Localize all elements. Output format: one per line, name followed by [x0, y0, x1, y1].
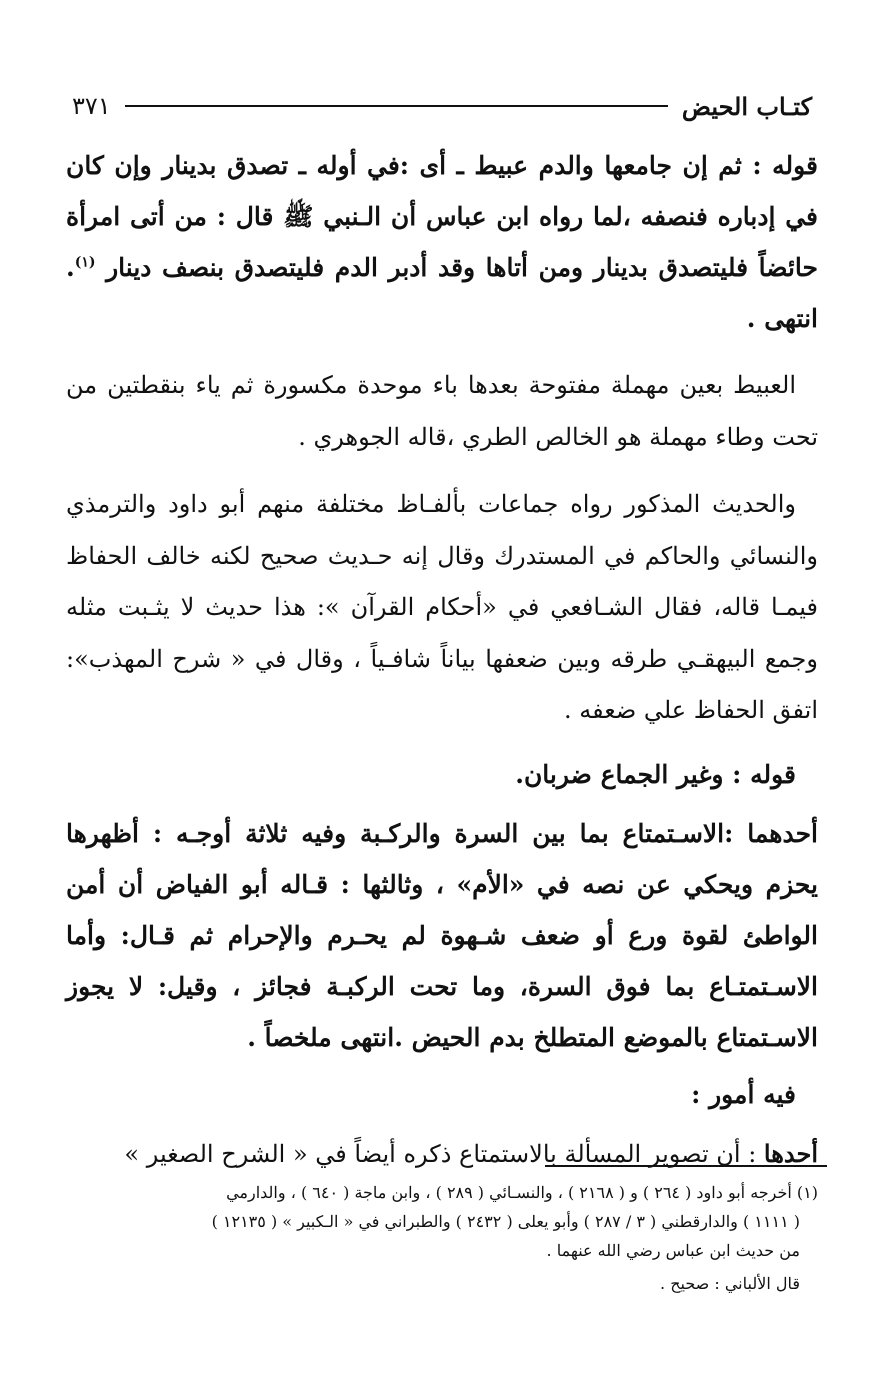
- lead-word: أحدها: [763, 1138, 818, 1168]
- paragraph-text: والحديث المذكور رواه جماعات بألفـاظ مختلفة منهم أبو داود والترمذي والنسائي والحاكم في المستدرك وقال إنه حـديث صحيح لكنه خالف الحفاظ فيمـا قاله، فقال الشـافعي في «أحكام القرآن »: هذا حديث لا يثـبت مثله وجمع البيهقـي طرقه وبين ضعفها بياناً شافـياً ، وقال في « شرح المهذب»: اتفق الحفاظ علي ضعفه .: [66, 490, 818, 724]
- paragraph-text: فيه أمور :: [691, 1079, 796, 1109]
- paragraph-quote-1: [66, 140, 818, 344]
- paragraph-quote-2: [66, 749, 818, 800]
- running-header: [72, 86, 812, 126]
- footnote-line: (١) أخرجه أبو داود ( ٢٦٤ ) و ( ٢١٦٨ ) ، والنسـائي ( ٢٨٩ ) ، وابن ماجة ( ٦٤٠ ) ، والدارمي: [226, 1183, 818, 1202]
- paragraph-commentary-2: [66, 479, 818, 737]
- footnote-line: من حديث ابن عباس رضي الله عنهما .: [546, 1241, 800, 1260]
- paragraph-heading-matters: [66, 1069, 818, 1120]
- footnotes: [66, 1178, 818, 1298]
- page-number: ٣٧١: [72, 92, 111, 120]
- paragraph-commentary-1: [66, 360, 818, 463]
- paragraph-text: أحدهما :الاسـتمتاع بما بين السرة والركـبة وفيه ثلاثة أوجـه : أظهرها يحزم ويحكي عن نصه في «الأم» ، وثالثها : قـاله أبو الفياض أن أمن الواطئ لقوة ورع أو ضعف شـهوة لم يحـرم والإحرام ثم قـال: وأما الاسـتمتـاع بما فوق السرة، وما تحت الركبـة فجائز ، وقيل: لا يجوز الاسـتمتاع بالموضع المتطلخ بدم الحيض .انتهى ملخصاً .: [66, 818, 818, 1052]
- paragraph-text: : أن تصوير المسألة بالاستمتاع ذكره أيضاً في « الشرح الصغير »: [124, 1139, 764, 1168]
- paragraph-text: قوله : ثم إن جامعها والدم عبيط ـ أى :في أوله ـ تصدق بدينار وإن كان في إدباره فنصفه ،لما رواه ابن عباس أن الـنبي ﷺ قال : من أتى امرأة حائضاً فليتصدق بدينار ومن أتاها وقد أدبر الدم فليتصدق بنصف دينار: [66, 151, 818, 282]
- paragraph-text-end: . انتهى .: [66, 253, 818, 333]
- footnote-line: قال الألباني : صحيح .: [660, 1274, 800, 1293]
- paragraph-quote-3: [66, 808, 818, 1063]
- footnote-separator: [545, 1165, 827, 1167]
- paragraph-commentary-3: [66, 1128, 818, 1181]
- paragraph-text: العبيط بعين مهملة مفتوحة بعدها باء موحدة مكسورة ثم ياء بنقطتين من تحت وطاء مهملة هو الخالص الطري ،قاله الجوهري .: [66, 371, 818, 451]
- main-text: [66, 140, 818, 1180]
- footnote-line: ( ١١١١ ) والدارقطني ( ٣ / ٢٨٧ ) وأبو يعلى ( ٢٤٣٢ ) والطبراني في « الـكبير » ( ١٢١٣٥ ): [211, 1212, 800, 1231]
- footnote-marker[interactable]: (١): [74, 254, 96, 271]
- header-rule: [125, 105, 668, 107]
- chapter-title: كتـاب الحيض: [681, 91, 812, 121]
- paragraph-text: قوله : وغير الجماع ضربان.: [515, 759, 796, 789]
